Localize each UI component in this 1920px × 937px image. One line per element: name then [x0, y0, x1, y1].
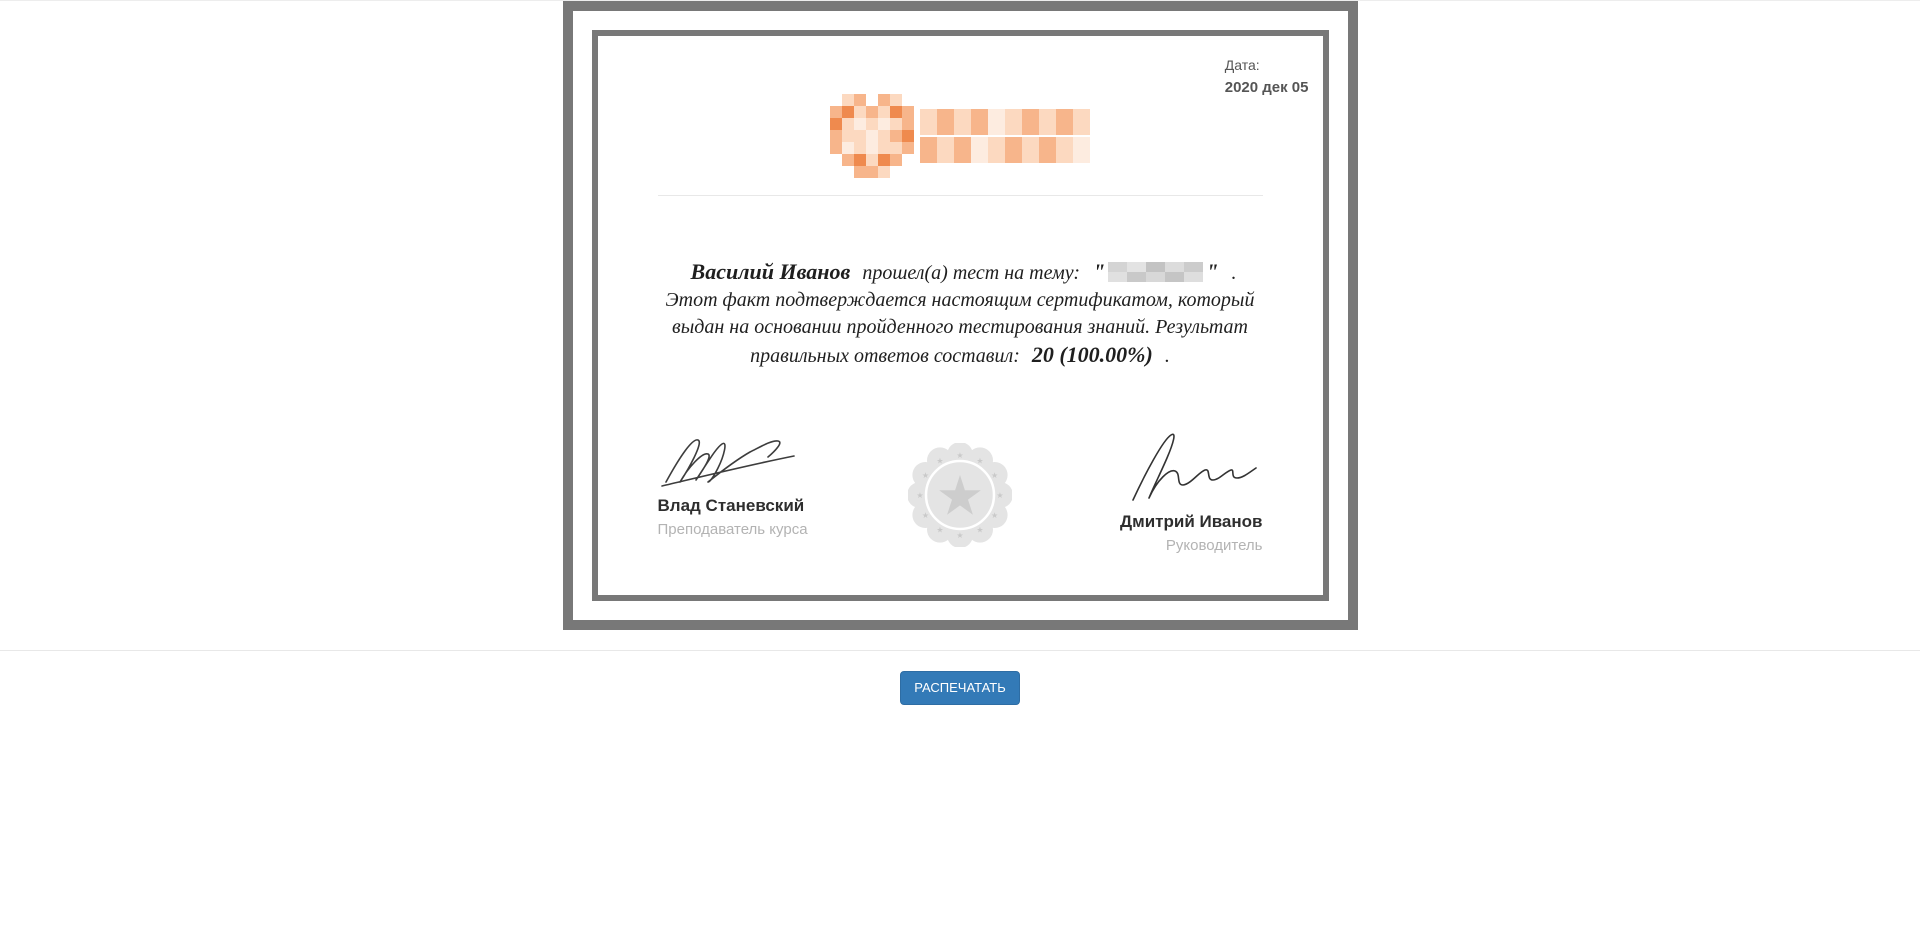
- teacher-role: Преподаватель курса: [657, 521, 808, 538]
- svg-text:★: ★: [936, 525, 944, 535]
- quote-close: ": [1206, 259, 1219, 284]
- redacted-topic-pixels: [1108, 262, 1203, 282]
- svg-text:★: ★: [991, 471, 999, 480]
- teacher-signature-image: [658, 430, 798, 490]
- svg-text:★: ★: [996, 491, 1004, 500]
- director-name: Дмитрий Иванов: [1120, 512, 1263, 531]
- certificate-date: [1225, 58, 1309, 95]
- signatures-row: [658, 426, 1263, 555]
- button-row: [0, 671, 1920, 705]
- signature-director: [1103, 426, 1263, 555]
- logo-divider: [658, 195, 1263, 196]
- final-period: .: [1164, 345, 1170, 367]
- date-value: 2020 дек 05: [1224, 79, 1309, 96]
- redacted-topic: [1090, 259, 1221, 284]
- certificate: [563, 1, 1358, 630]
- svg-text:★: ★: [991, 511, 999, 520]
- svg-text:★: ★: [921, 511, 929, 520]
- certificate-inner: [592, 30, 1329, 601]
- score: 20 (100.00%): [1031, 342, 1153, 367]
- svg-text:★: ★: [976, 456, 984, 466]
- print-button[interactable]: РАСПЕЧАТАТЬ: [900, 671, 1020, 705]
- director-signature-image: [1123, 426, 1263, 506]
- student-name: Василий Иванов: [690, 259, 851, 284]
- quote-open: ": [1093, 259, 1106, 284]
- date-label: Дата:: [1224, 57, 1260, 73]
- text-before-topic: прошел(а) тест на тему:: [862, 262, 1081, 284]
- teacher-name: Влад Станевский: [657, 496, 805, 515]
- logo-wordmark-icon: [920, 105, 1090, 167]
- svg-text:★: ★: [936, 456, 944, 466]
- svg-text:★: ★: [956, 451, 964, 460]
- signature-teacher: [658, 430, 818, 539]
- director-role: Руководитель: [1165, 537, 1263, 554]
- page-divider: [0, 650, 1920, 651]
- certificate-logo: [643, 92, 1278, 179]
- logo-mark-icon: [830, 94, 914, 178]
- svg-text:★: ★: [956, 531, 964, 540]
- svg-text:★: ★: [976, 525, 984, 535]
- certificate-text: [658, 258, 1263, 370]
- seal-icon: [908, 443, 1012, 547]
- text-after-topic: . Этот факт подтверждается настоящим сертификатом, который выдан на основании пройденного тестирования знаний. Результат правильных ответов составил:: [665, 262, 1255, 367]
- svg-text:★: ★: [916, 491, 924, 500]
- svg-text:★: ★: [921, 471, 929, 480]
